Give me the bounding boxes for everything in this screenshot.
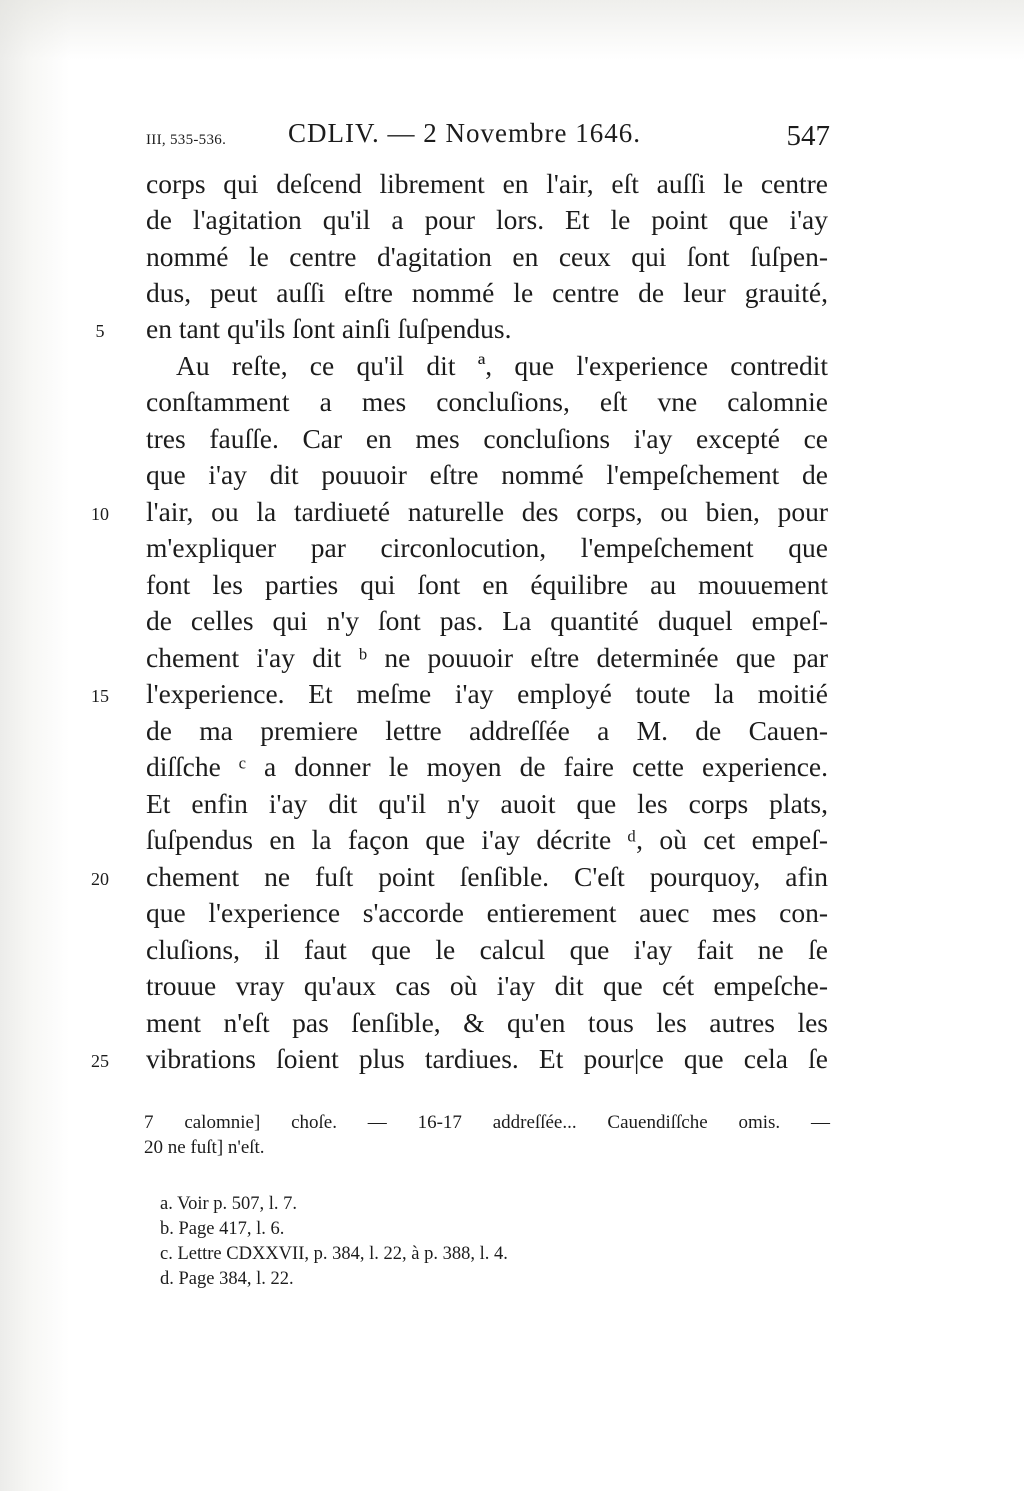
text-line: diſſche ᶜ a donner le moyen de faire cette experience.: [146, 751, 828, 782]
text-line: nommé le centre d'agitation en ceux qui ſont ſuſpen-: [146, 241, 828, 272]
text-line: font les parties qui ſont en équilibre au mouuement: [146, 569, 828, 600]
footnote: c. Lettre CDXXVII, p. 384, l. 22, à p. 388, l. 4.: [160, 1244, 508, 1264]
text-line: ment n'eſt pas ſenſible, & qu'en tous les autres les: [146, 1007, 828, 1038]
text-line: corps qui deſcend librement en l'air, eſt auſſi le centre: [146, 168, 828, 199]
running-head: [146, 118, 830, 154]
footnote: b. Page 417, l. 6.: [160, 1219, 285, 1239]
text-line: de celles qui n'y ſont pas. La quantité duquel empeſ-: [146, 605, 828, 636]
line-number: 10: [91, 504, 109, 524]
text-line: tres fauſſe. Car en mes concluſions i'ay excepté ce: [146, 423, 828, 454]
text-line: en tant qu'ils ſont ainſi ſuſpendus.: [146, 313, 512, 344]
text-line: Et enfin i'ay dit qu'il n'y auoit que les corps plats,: [146, 788, 828, 819]
volume-reference: III, 535-536.: [146, 132, 227, 148]
text-line: de ma premiere lettre addreſſée a M. de Cauen-: [146, 715, 828, 746]
text-line: vibrations ſoient plus tardiues. Et pour|ce que cela ſe: [146, 1043, 828, 1074]
text-line: l'air, ou la tardiueté naturelle des corps, ou bien, pour: [146, 496, 828, 527]
text-line: conſtamment a mes concluſions, eſt vne calomnie: [146, 386, 828, 417]
text-line: ſuſpendus en la façon que i'ay décrite ᵈ, où cet empeſ-: [146, 824, 828, 855]
line-number: 25: [91, 1051, 109, 1071]
letter-title: CDLIV. — 2 Novembre 1646.: [288, 118, 641, 148]
text-line: cluſions, il faut que le calcul que i'ay fait ne ſe: [146, 934, 828, 965]
text-line: l'experience. Et meſme i'ay employé toute la moitié: [146, 678, 828, 709]
footnote: d. Page 384, l. 22.: [160, 1269, 294, 1289]
variant-notes: [144, 1110, 830, 1160]
line-number: 20: [91, 869, 109, 889]
variant-line: 20 ne fuſt] n'eſt.: [144, 1137, 265, 1158]
text-line: que i'ay dit pouuoir eſtre nommé l'empeſchement de: [146, 459, 828, 490]
text-line: dus, peut auſſi eſtre nommé le centre de leur grauité,: [146, 277, 828, 308]
footnote: a. Voir p. 507, l. 7.: [160, 1194, 298, 1214]
variant-line: 7 calomnie] choſe. — 16-17 addreſſée... Cauendiſſche omis. —: [144, 1112, 830, 1133]
line-number: 5: [95, 321, 105, 341]
text-line: que l'experience s'accorde entierement auec mes con-: [146, 897, 828, 928]
text-line: chement ne fuſt point ſenſible. C'eſt pourquoy, afin: [146, 861, 828, 892]
text-line: m'expliquer par circonlocution, l'empeſchement que: [146, 532, 828, 563]
text-line: chement i'ay dit ᵇ ne pouuoir eſtre determinée que par: [146, 642, 828, 673]
line-number: 15: [91, 686, 109, 706]
page-shade: [0, 0, 1024, 60]
text-line: Au reſte, ce qu'il dit ª, que l'experience contredit: [176, 350, 828, 381]
text-line: de l'agitation qu'il a pour lors. Et le point que i'ay: [146, 204, 828, 235]
text-line: trouue vray qu'aux cas où i'ay dit que cét empeſche-: [146, 970, 828, 1001]
page-number: 547: [786, 120, 830, 152]
footnotes: [160, 1192, 508, 1292]
